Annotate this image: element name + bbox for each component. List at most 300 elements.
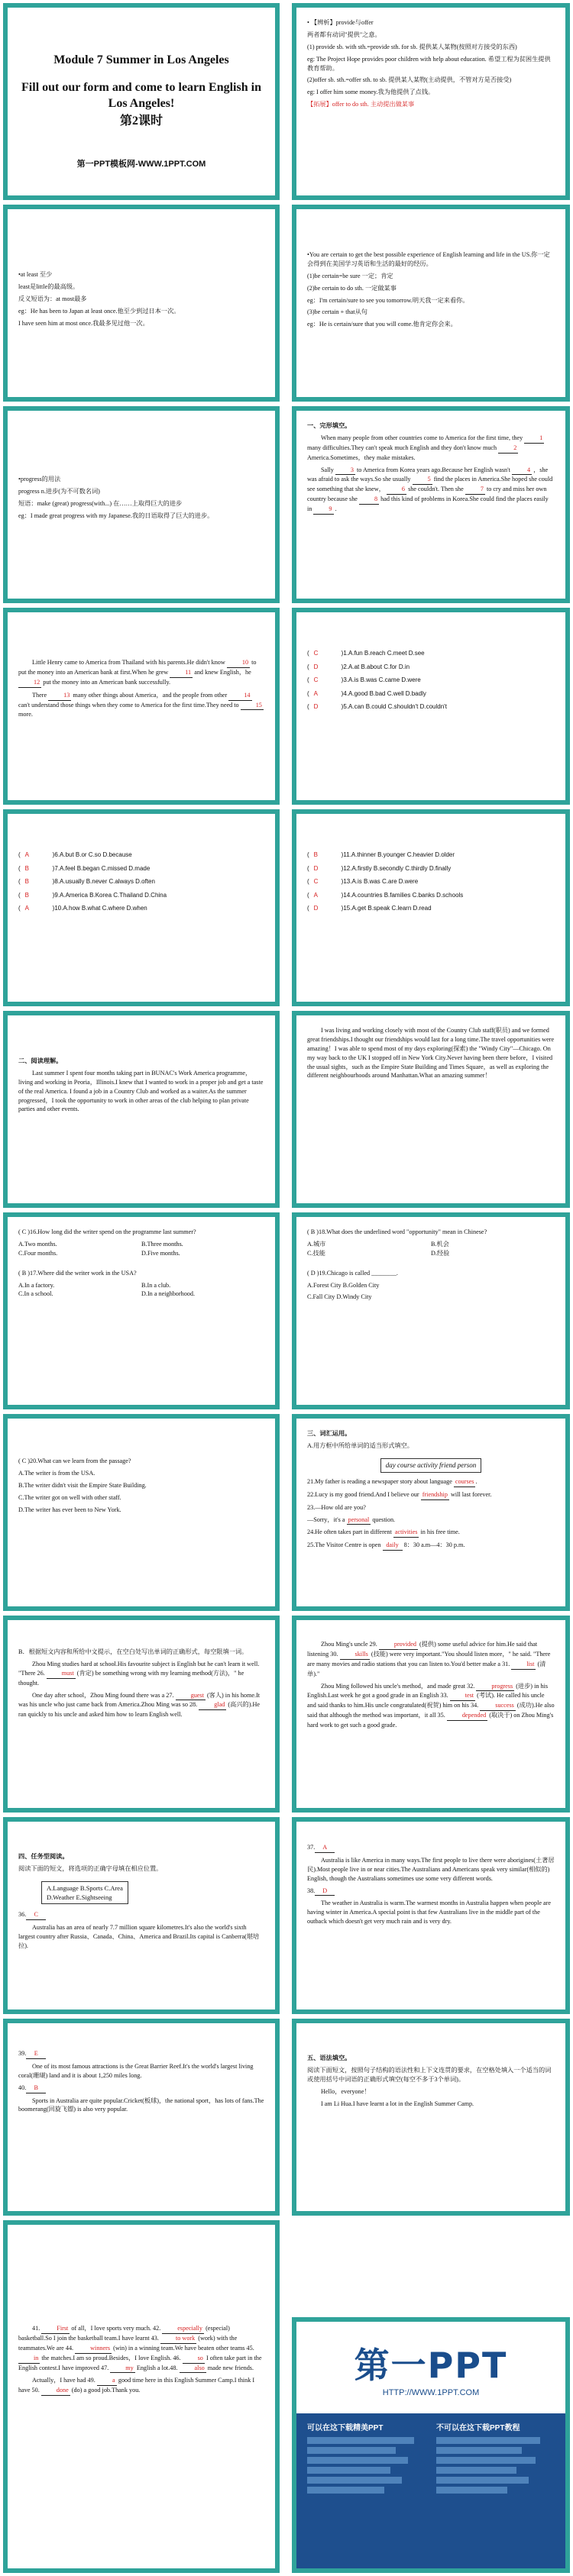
link-placeholder (436, 2477, 529, 2484)
cloze-blank: 14 (228, 691, 251, 701)
task-question (307, 1887, 555, 1896)
choice-row (307, 891, 555, 900)
cloze-text: America.Sometimes，they make mistakes. (307, 454, 416, 461)
answer-blank: daily (383, 1541, 403, 1551)
instruction: B．根据短文内容和所给中文提示，在空白处写出单词的正确形式，每空限填一词。 (18, 1648, 248, 1655)
answer-letter: D (313, 905, 319, 912)
answer-blank: must (47, 1669, 76, 1679)
link-placeholder (307, 2487, 384, 2494)
item-text: (取决于) on Zhou Ming's hard work to get such a good grade. (307, 1712, 554, 1729)
slide-word-forms-2 (292, 1616, 570, 1813)
note-line: •at least 至少 (18, 271, 53, 278)
vocab-item (307, 1541, 555, 1551)
answer-blank: especially (162, 2324, 204, 2334)
word-form-passage (307, 1640, 555, 1800)
item-text: (客人) in his home.It was his uncle who just came back from America.Zhou Ming was so 28. (18, 1691, 261, 1709)
open-paren: ( (307, 650, 309, 657)
instruction: 阅读下面的短文，将选项的正确字母填在相应位置。 (18, 1864, 163, 1872)
answer-letter: A (313, 689, 319, 697)
slide-grammar-passage (3, 2220, 280, 2573)
item-text: 21.My father is reading a newspaper story about language (307, 1477, 452, 1485)
options-16 (18, 1240, 264, 1258)
open-paren: ( (307, 676, 309, 684)
progress-notes (18, 475, 264, 591)
at-least-notes (18, 270, 264, 389)
open-paren: ( (307, 689, 309, 697)
banner-column-left (307, 2421, 426, 2561)
provide-offer-notes (307, 18, 555, 188)
vocab-item: 23.—How old are you? (307, 1503, 366, 1511)
open-paren: ( (307, 878, 309, 886)
note-line: •progress的用法 (18, 476, 61, 483)
link-placeholder (307, 2447, 396, 2454)
answer-blank: friendship (421, 1490, 449, 1500)
lesson-subtitle: Fill out our form and come to learn English in Los Angeles! (21, 80, 261, 111)
open-paren: ( (18, 851, 21, 858)
passage-text (18, 1691, 264, 1720)
question-19: ( D )19.Chicago is called ________. (307, 1269, 398, 1277)
item-text: of all，I love sports very much. 42. (71, 2325, 161, 2332)
slide-task-reading-2 (292, 1817, 570, 2014)
item-text: (考试). He called his uncle and said thanks to him.His uncle congratulated(祝贺) him on his 34. (307, 1692, 545, 1709)
item-text: good time here in this English Summer Camp.I think I have 50. (18, 2377, 255, 2394)
slide-choices-3 (292, 809, 570, 1006)
promo-banner (292, 2317, 570, 2573)
reading-passage (307, 1026, 555, 1196)
slide-grammar-fill (292, 2019, 570, 2216)
word-box: day course activity friend person (380, 1458, 481, 1473)
task-reading (307, 1843, 555, 2002)
question-17: ( B )17.Where did the writer work in the USA? (18, 1269, 137, 1277)
answer-blank: glad (199, 1700, 226, 1710)
item-text: Actually，I have had 49. (32, 2377, 96, 2384)
item-text: (成功).He also said that although the method was important，it all 35. (307, 1702, 555, 1719)
cloze-blank: 10 (227, 658, 250, 668)
note-line: eg：He is certain/sure that you will come.他肯定你会来。 (307, 321, 457, 328)
vocab-item (307, 1477, 555, 1487)
slide-reading-1 (3, 1011, 280, 1208)
slide-be-certain (292, 205, 570, 402)
choice-row (307, 904, 555, 913)
choice-text: )4.A.good B.bad C.well D.badly (341, 689, 426, 697)
vocab-item (307, 1516, 555, 1525)
link-placeholder (307, 2457, 408, 2464)
answer-letter: C (313, 878, 319, 886)
be-certain-notes (307, 250, 555, 389)
cloze-text: many other things about America，and the people from other (73, 691, 228, 699)
passage-text (18, 1660, 264, 1688)
cloze-text: to cry and miss her own country because she (307, 486, 547, 503)
item-text: question. (372, 1516, 396, 1523)
option: C.The writer got on well with other staff. (18, 1493, 121, 1501)
answer-blank: D (315, 1887, 335, 1896)
item-text: (肯定) be something wrong with my learning method(方法)，" he thought. (18, 1669, 244, 1687)
note-line: eg：He has been to Japan at least once.他至少到过日本一次。 (18, 307, 180, 315)
cloze-paragraph (18, 691, 264, 720)
slide-reading-2 (292, 1011, 570, 1208)
answer-blank: provided (379, 1640, 418, 1650)
question-block (18, 1457, 264, 1599)
passage-text (307, 1640, 555, 1679)
word-box-wrap (307, 1454, 555, 1477)
section-heading: 一、完形填空。 (307, 422, 351, 429)
answer-blank: E (26, 2049, 46, 2059)
option: C.Four months. (18, 1249, 58, 1257)
choice-row (307, 663, 555, 672)
answer-blank: list (511, 1660, 536, 1670)
answer-blank: test (450, 1691, 475, 1701)
answer-blank: also (180, 2364, 206, 2374)
choice-text: )15.A.get B.speak C.learn D.read (341, 905, 432, 912)
options-17 (18, 1281, 264, 1299)
slide-questions-16-17 (3, 1212, 280, 1409)
choice-row (18, 864, 264, 873)
item-text: English a lot.48. (136, 2364, 178, 2371)
instruction: A.用方框中所给单词的适当形式填空。 (307, 1441, 413, 1449)
item-text: 41. (32, 2325, 40, 2332)
answer-blank: my (110, 2364, 134, 2374)
choice-text: )2.A.at B.about C.for D.in (341, 663, 410, 670)
option-box-line: A.Language B.Sports C.Area (47, 1884, 123, 1892)
link-placeholder (436, 2457, 536, 2464)
answer-blank: a (97, 2376, 117, 2386)
cloze-text: she couldn't. Then she (408, 486, 464, 493)
choice-text: )5.A.can B.could C.shouldn't D.couldn't (341, 703, 447, 711)
instruction: 阅读下面短文，按照句子结构的语法性和上下文连贯的要求，在空格处填入一个适当的词或使用括号中词语的正确形式填空(每空不多于3个单词)。 (307, 2066, 552, 2083)
task-text: Sports in Australia are quite popular.Cricket(板球)，the national sport，has lots of fans.The boomerang(回旋飞镖) is also very popular. (18, 2097, 264, 2113)
note-line: (3)be certain + that从句 (307, 308, 367, 316)
reading-text: Last summer I spent four months taking part in BUNAC's Work America programme，living and working in Peoria，Illinois.I knew that I wanted to work in a proper job and get a taste of the real America. I found a job in a Country Club and worked as a waiter.As the summer progressed，I took the opportunity to work in other areas of the club helping to plan private parties and other events. (18, 1069, 264, 1113)
answer-letter: D (313, 703, 319, 711)
cloze-blank: 6 (387, 485, 406, 495)
answer-blank: so (183, 2354, 205, 2364)
choice-text: )10.A.how B.what C.where D.when (52, 905, 147, 912)
site-logo: 第一PPT (354, 2345, 508, 2386)
answer-letter: A (24, 905, 30, 912)
cloze-text: find the places in America.She hoped she could see something that she knew， (307, 476, 553, 493)
vocab-item (307, 1490, 555, 1500)
note-line: eg: The Project Hope provides poor children with help about education. 希望工程为贫困生提供教育帮助。 (307, 55, 551, 72)
choice-row (307, 689, 555, 699)
item-text: 25.The Visitor Centre is open (307, 1541, 381, 1549)
cloze-blank: 1 (524, 434, 544, 444)
slide-task-reading-3 (3, 2019, 280, 2216)
slide-cloze-1 (292, 406, 570, 603)
open-paren: ( (307, 864, 309, 872)
slide-cloze-2 (3, 608, 280, 805)
answer-blank: to work (160, 2334, 196, 2344)
open-paren: ( (18, 878, 21, 886)
note-line: eg：I made great progress with my Japanese.我的日语取得了巨大的进步。 (18, 512, 214, 519)
lesson-number: 第2课时 (119, 114, 163, 128)
cloze-text: and knew English，he (194, 668, 251, 676)
cloze-text: . (335, 505, 337, 513)
slide-question-20 (3, 1414, 280, 1611)
word-form-passage (18, 1648, 264, 1800)
answer-blank: done (41, 2386, 70, 2396)
question-20: ( C )20.What can we learn from the passage? (18, 1457, 131, 1464)
link-placeholder (436, 2437, 540, 2444)
note-line: 反义短语为：at most最多 (18, 295, 87, 302)
option: A.The writer is from the USA. (18, 1469, 96, 1477)
option: A.城市 (307, 1240, 326, 1248)
item-text: the matches.I am so proud.Besides，I love English. 46. (41, 2354, 181, 2361)
option: B.Three months. (141, 1240, 183, 1248)
answer-letter: B (24, 864, 30, 872)
passage-text (18, 2324, 264, 2373)
answer-blank: skills (340, 1650, 370, 1660)
cloze-blank: 8 (359, 495, 379, 505)
choice-row (307, 864, 555, 873)
module-title: Module 7 Summer in Los Angeles (53, 53, 229, 66)
slide-title (3, 3, 280, 200)
item-text: Zhou Ming studies hard at school.His favourite subject is English but he can't learn it well. "There 26. (18, 1660, 260, 1677)
question-block (307, 1228, 555, 1397)
item-text: —Sorry，it's a (307, 1516, 345, 1523)
item-text: One day after school，Zhou Ming found there was a 27. (32, 1691, 174, 1699)
task-question (18, 2084, 264, 2093)
slide-choices-1 (292, 608, 570, 805)
answer-blank: guest (176, 1691, 206, 1701)
note-line: •You are certain to get the best possible experience of English learning and life in the US.你一定会得到在美国学习英语和生活的最好的经历。 (307, 251, 550, 267)
note-line: (1) provide sb. with sth.=provide sth. for sb. 提供某人某物(按照对方接受的东西) (307, 43, 517, 50)
note-line: I have seen him at most once.我最多见过他一次。 (18, 319, 149, 327)
answer-blank: activities (393, 1528, 419, 1538)
banner-header (296, 2322, 565, 2413)
cloze-blank: 2 (498, 444, 518, 454)
cloze-paragraph (307, 466, 555, 515)
option: C.技能 (307, 1249, 325, 1257)
choice-text: )11.A.thinner B.younger C.heavier D.older (341, 851, 455, 858)
cloze-blank: 13 (48, 691, 71, 701)
choice-row (18, 891, 264, 900)
note-line: eg: I offer him some money.我为他提供了点钱。 (307, 89, 435, 96)
cloze-text: ，she was afraid to ask the ways.So she usually (307, 466, 549, 483)
item-text: will last forever. (450, 1490, 492, 1498)
answer-blank: First (41, 2324, 70, 2334)
option: B.机会 (431, 1240, 449, 1248)
choice-row (307, 676, 555, 685)
choice-row (18, 904, 264, 913)
note-line: (2)offer sb. sth.=offer sth. to sb. 提供某人某物(主动提供，不管对方是否接受) (307, 76, 512, 84)
task-text: One of its most famous attractions is the Great Barrier Reef.It's the world's largest living coral(珊瑚) land and it is about 1,250 miles long. (18, 2062, 254, 2079)
open-paren: ( (18, 891, 21, 899)
item-text: 8：30 a.m—4：30 p.m. (403, 1541, 465, 1549)
open-paren: ( (18, 905, 21, 912)
option: D.The writer has ever been to New York. (18, 1506, 121, 1513)
banner-column-right (436, 2421, 555, 2561)
option: D.Five months. (141, 1249, 180, 1257)
greeting: Hello，everyone！ (321, 2087, 371, 2095)
note-line: least是little的最高级。 (18, 282, 79, 290)
option-box (41, 1881, 128, 1905)
question-number: 39. (18, 2050, 27, 2057)
task-text: Australia has an area of nearly 7.7 million square kilometres.It's also the world's sixth largest country after Russia、Canada、China、America and Brazil.Its capital is Canberra(堪培拉). (18, 1924, 260, 1950)
slide-vocabulary (292, 1414, 570, 1611)
task-question (18, 1910, 264, 1920)
slide-questions-18-19 (292, 1212, 570, 1409)
choice-text: )7.A.feel B.began C.missed D.made (52, 864, 151, 872)
vocab-item (307, 1528, 555, 1538)
answer-blank: A (315, 1843, 335, 1853)
cloze-blank: 5 (413, 475, 432, 485)
choice-text: )1.A.fun B.reach C.meet D.see (341, 650, 425, 657)
note-line: progress n.进步(为不可数名词) (18, 487, 100, 495)
question-number: 38. (307, 1887, 316, 1894)
option: C.In a school. (18, 1290, 53, 1298)
banner-column-title: 不可以在这下载PPT教程 (436, 2424, 520, 2432)
item-text: (清单)." (307, 1660, 546, 1677)
choice-list (18, 851, 264, 994)
cloze-blank: 12 (18, 678, 41, 688)
link-placeholder (307, 2437, 414, 2444)
cloze-text: to America from Korea years ago.Because her English wasn't (357, 466, 510, 473)
option: C.Fall City D.Windy City (307, 1293, 372, 1301)
task-text: The weather in Australia is warm.The warmest months in Australia happen when people are having winter in America.A special point is that few Australians live in the middle part of the outback which doesn't get very much rain and is very dry. (307, 1900, 552, 1926)
cloze-blank: 3 (335, 466, 355, 476)
open-paren: ( (307, 891, 309, 899)
item-text: I often take part in the English contest.I have improved 47. (18, 2354, 262, 2371)
answer-blank: winners (75, 2344, 112, 2354)
slide-progress (3, 406, 280, 603)
task-reading (18, 2049, 264, 2203)
note-line: eg：I'm certain/sure to see you tomorrow.明天我一定来看你。 (307, 296, 469, 304)
item-text: made new friends. (207, 2364, 254, 2371)
link-placeholder (307, 2467, 390, 2474)
cloze-text: to put the money into an American bank at first.When he grew (18, 659, 257, 676)
cloze-text: put the money into an American bank successfully. (43, 678, 171, 686)
option: D.经验 (431, 1249, 450, 1257)
question-number: 40. (18, 2084, 27, 2091)
item-text: (especial) basketball.So I join the basketball team.I have learnt 43. (18, 2325, 230, 2342)
choice-row (18, 877, 264, 886)
answer-letter: B (24, 878, 30, 886)
choice-text: )9.A.America B.Korea C.Thailand D.China (52, 891, 167, 899)
item-text: 24.He often takes part in different (307, 1528, 392, 1536)
section-heading: 四、任务型阅读。 (18, 1853, 69, 1860)
passage-text (307, 1682, 555, 1730)
note-line: 短语：make (great) progress(with...) 在……上取得巨大的进步 (18, 499, 183, 507)
section-heading: 二、阅读理解。 (18, 1057, 63, 1064)
section-heading: 五、语法填空。 (307, 2055, 351, 2061)
cloze-text: Sally (321, 466, 334, 473)
choice-list (307, 851, 555, 994)
item-text: (进步) in his English.Last week he got a good grade in an English 33. (307, 1682, 549, 1700)
item-text: (win) in a winning team.We have beaten other teams 45. (113, 2344, 254, 2352)
question-number: 36. (18, 1911, 27, 1919)
option: A.In a factory. (18, 1281, 55, 1289)
task-reading (18, 1852, 264, 2002)
site-url: HTTP://WWW.1PPT.COM (382, 2388, 480, 2397)
choice-text: )14.A.countries B.families C.banks D.schools (341, 891, 464, 899)
intro-text: I am Li Hua.I have learnt a lot in the English Summer Camp. (321, 2100, 474, 2107)
cloze-passage-1 (307, 421, 555, 591)
answer-letter: B (313, 851, 319, 858)
answer-blank: courses (454, 1477, 476, 1487)
question-number: 37. (307, 1844, 316, 1851)
task-question (18, 2049, 264, 2059)
cloze-text: had this kind of problems in Korea.She could find the places easily in (307, 496, 549, 513)
option: B.The writer didn't visit the Empire State Building. (18, 1481, 147, 1489)
answer-letter: B (24, 891, 30, 899)
slide-provide-offer (292, 3, 570, 200)
answer-blank: success (480, 1701, 516, 1711)
slide-word-forms-1 (3, 1616, 280, 1813)
answer-letter: A (24, 851, 30, 858)
question-block (18, 1228, 264, 1397)
item-text: Zhou Ming followed his uncle's method，and made great 32. (321, 1682, 475, 1690)
choice-text: )13.A.is B.was C.are D.were (341, 878, 419, 886)
banner-column-title: 可以在这下载精美PPT (307, 2424, 384, 2432)
slide-at-least (3, 205, 280, 402)
grammar-passage (18, 2324, 264, 2561)
cloze-blank: 11 (170, 668, 193, 678)
question-16: ( C )16.How long did the writer spend on the programme last summer? (18, 1228, 196, 1235)
option: B.In a club. (141, 1281, 171, 1289)
choice-text: )6.A.but B.or C.so D.because (52, 851, 132, 858)
choice-text: )8.A.usually B.never C.always D.often (52, 878, 155, 886)
banner-footer (296, 2413, 565, 2568)
cloze-paragraph (18, 658, 264, 688)
site-credit: 第一PPT模板网-WWW.1PPT.COM (76, 159, 206, 169)
cloze-text: more. (18, 711, 33, 718)
section-heading: 三、词汇运用。 (307, 1430, 351, 1437)
answer-letter: A (313, 891, 319, 899)
choice-row (18, 851, 264, 860)
note-line: (1)be certain=be sure 一定；肯定 (307, 272, 393, 279)
slide-choices-2 (3, 809, 280, 1006)
option-box-line: D.Weather E.Sightseeing (47, 1893, 112, 1902)
answer-blank: depended (447, 1711, 487, 1721)
answer-letter: D (313, 864, 319, 872)
cloze-text: Little Henry came to America from Thailand with his parents.He didn't know (32, 659, 225, 666)
note-line: (2)be certain to do sth. 一定做某事 (307, 284, 397, 292)
cloze-blank: 4 (512, 466, 532, 476)
link-placeholder (436, 2487, 507, 2494)
open-paren: ( (307, 905, 309, 912)
choice-list (307, 649, 555, 792)
cloze-passage-2 (18, 658, 264, 792)
option: D.In a neighborhood. (141, 1290, 196, 1298)
choice-row (307, 649, 555, 658)
answer-letter: D (313, 663, 319, 670)
passage-text (18, 2376, 264, 2396)
answer-blank: personal (347, 1516, 371, 1525)
choice-row (307, 877, 555, 886)
task-question (307, 1843, 555, 1853)
option: A.Forest City B.Golden City (307, 1281, 380, 1289)
cloze-text: There (32, 691, 47, 699)
open-paren: ( (18, 864, 21, 872)
task-text: Australia is like America in many ways.The first people to live there were aborigines(土著居民).Most people live in or near cities.The Australians and Americans speak very similar(相似的) English, though the Australians sometimes use some very different words. (307, 1856, 555, 1882)
choice-text: )3.A.is B.was C.came D.were (341, 676, 421, 684)
cloze-blank: 15 (241, 701, 264, 711)
answer-blank: C (26, 1910, 46, 1920)
cloze-blank: 9 (313, 505, 333, 515)
link-placeholder (436, 2447, 522, 2454)
reading-passage (18, 1057, 264, 1196)
item-text: (技能) were very important."You should listen more，" he said. "There are many movies and radio stations that you can listen to.You'd better make a 31. (307, 1650, 551, 1667)
open-paren: ( (307, 851, 309, 858)
question-18: ( B )18.What does the underlined word "opportunity" mean in Chinese? (307, 1228, 487, 1235)
item-text: (work) with the teammates.We are 44. (18, 2334, 238, 2352)
choice-row (307, 702, 555, 712)
choice-text: )12.A.firstly B.secondly C.thirdly D.finally (341, 864, 452, 872)
cloze-blank: 7 (465, 485, 485, 495)
note-line: 【拓展】offer to do sth. 主动提出做某事 (307, 101, 415, 108)
item-text: (do) a good job.Thank you. (71, 2387, 141, 2394)
open-paren: ( (307, 663, 309, 670)
